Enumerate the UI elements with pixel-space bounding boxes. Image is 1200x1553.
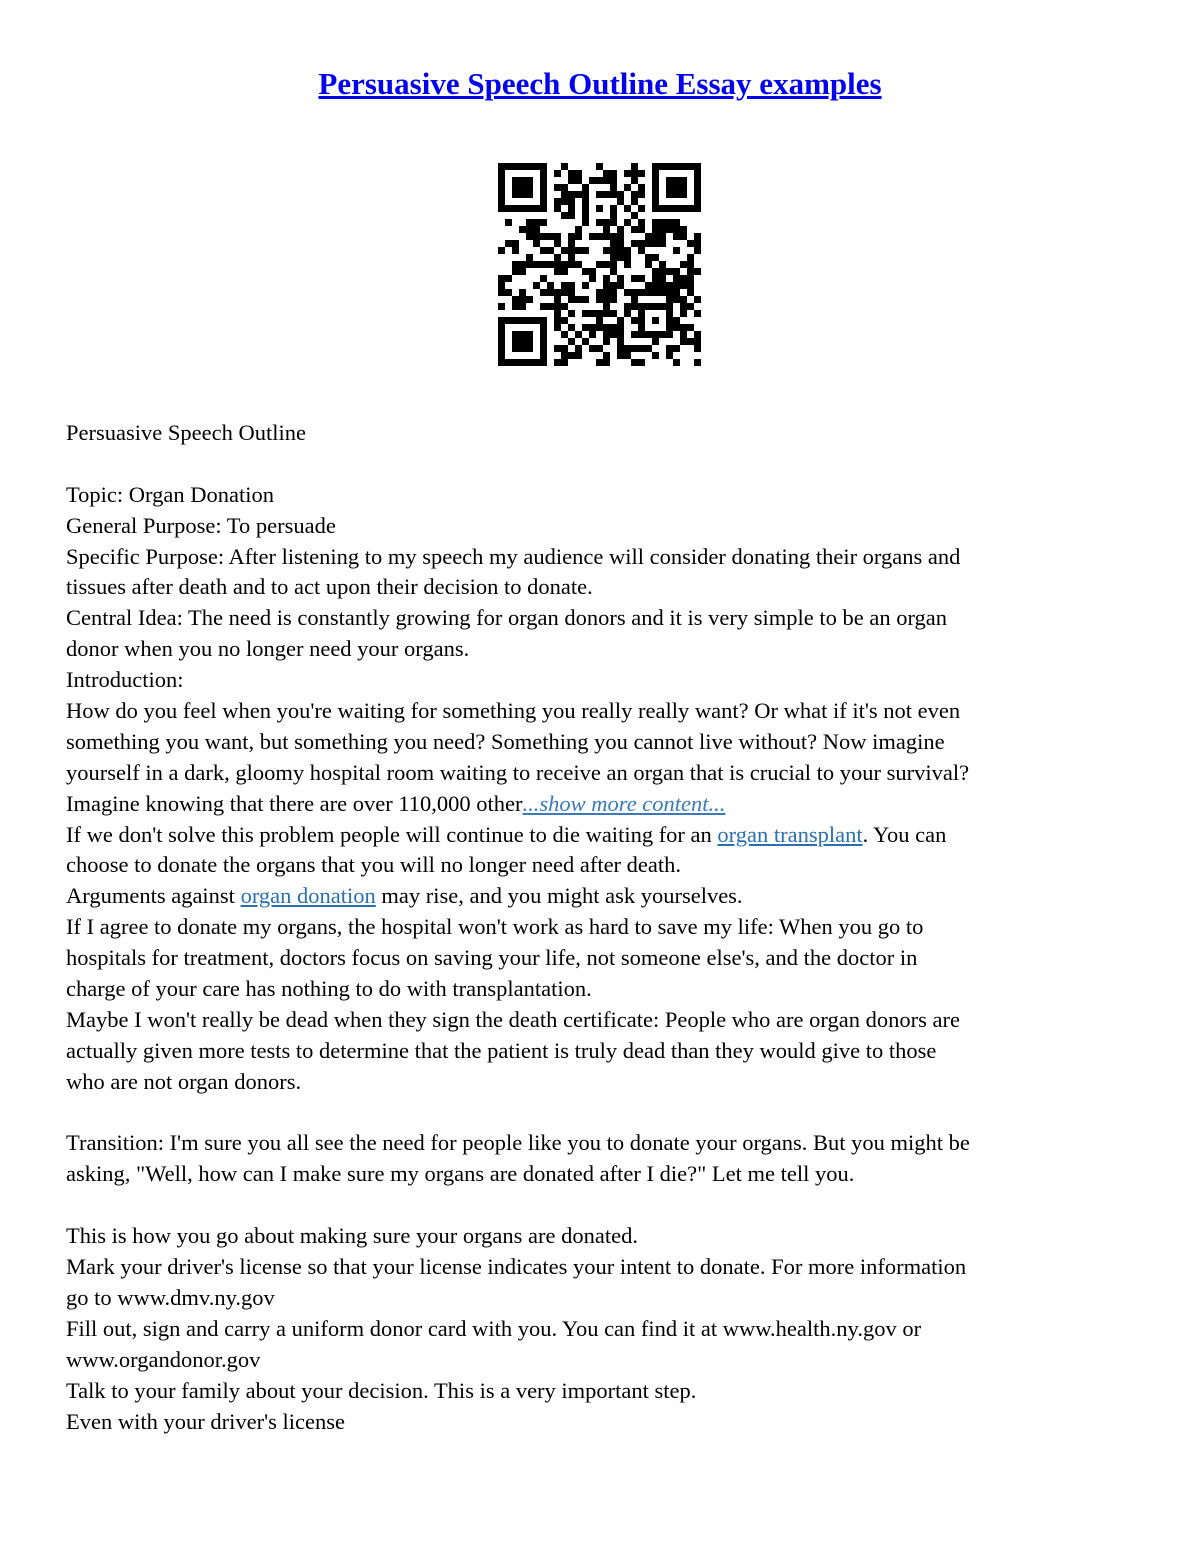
show-more-link[interactable]: ...show more content... — [522, 790, 726, 816]
dead-line: Maybe I won't really be dead when they sign the death certificate: People who are organ donors are — [66, 1006, 960, 1032]
arguments-line — [66, 881, 1146, 912]
intro-line-with-more — [66, 789, 1146, 820]
agree-line: charge of your care has nothing to do with transplantation. — [66, 976, 592, 1002]
arguments-text: may rise, and you might ask yourselves. — [375, 883, 743, 909]
transition-line: asking, "Well, how can I make sure my organs are donated after I die?" Let me tell you. — [66, 1161, 855, 1187]
specific-purpose-line: tissues after death and to act upon their decision to donate. — [66, 574, 593, 600]
license-line: Even with your driver's license — [66, 1408, 345, 1434]
solve-text: If we don't solve this problem people will continue to die waiting for an — [66, 821, 718, 847]
organ-transplant-link[interactable]: organ transplant — [717, 821, 863, 847]
intro-line: How do you feel when you're waiting for something you really really want? Or what if it's not even — [66, 698, 961, 724]
central-idea-line: Central Idea: The need is constantly growing for organ donors and it is very simple to be an organ — [66, 605, 948, 631]
spacer — [66, 1190, 1146, 1221]
title-container — [0, 66, 1200, 102]
organ-donation-link[interactable]: organ donation — [240, 883, 376, 909]
mark-license-line: go to www.dmv.ny.gov — [66, 1284, 275, 1310]
central-idea-line: donor when you no longer need your organs. — [66, 636, 470, 662]
how-line: This is how you go about making sure your organs are donated. — [66, 1223, 638, 1249]
document-body — [66, 418, 1146, 1437]
dead-line: actually given more tests to determine that the patient is truly dead than they would give to those — [66, 1037, 937, 1063]
document-title-link[interactable]: Persuasive Speech Outline Essay examples — [318, 66, 882, 101]
agree-line: If I agree to donate my organs, the hospital won't work as hard to save my life: When you go to — [66, 914, 924, 940]
general-purpose-line: General Purpose: To persuade — [66, 512, 336, 538]
topic-line: Topic: Organ Donation — [66, 481, 274, 507]
agree-line: hospitals for treatment, doctors focus on saving your life, not someone else's, and the doctor in — [66, 945, 918, 971]
talk-family-line: Talk to your family about your decision. This is a very important step. — [66, 1377, 697, 1403]
intro-text: Imagine knowing that there are over 110,000 other — [66, 790, 523, 816]
spacer — [66, 1098, 1146, 1129]
donor-card-line: Fill out, sign and carry a uniform donor card with you. You can find it at www.health.ny.gov or — [66, 1315, 922, 1341]
transition-line: Transition: I'm sure you all see the need for people like you to donate your organs. But you might be — [66, 1130, 970, 1156]
solve-line: choose to donate the organs that you will no longer need after death. — [66, 852, 682, 878]
donor-card-line: www.organdonor.gov — [66, 1346, 261, 1372]
outline-heading: Persuasive Speech Outline — [66, 420, 306, 445]
arguments-text: Arguments against — [66, 883, 241, 909]
introduction-label: Introduction: — [66, 667, 184, 693]
intro-line: something you want, but something you need? Something you cannot live without? Now imagine — [66, 728, 945, 754]
specific-purpose-line: Specific Purpose: After listening to my speech my audience will consider donating their organs and — [66, 543, 961, 569]
intro-line: yourself in a dark, gloomy hospital room waiting to receive an organ that is crucial to your survival? — [66, 759, 970, 785]
dead-line: who are not organ donors. — [66, 1068, 302, 1094]
solve-line — [66, 820, 1146, 851]
mark-license-line: Mark your driver's license so that your license indicates your intent to donate. For more information — [66, 1254, 967, 1280]
solve-text: . You can — [862, 821, 947, 847]
spacer — [66, 449, 1146, 480]
qr-code-image — [498, 163, 701, 366]
